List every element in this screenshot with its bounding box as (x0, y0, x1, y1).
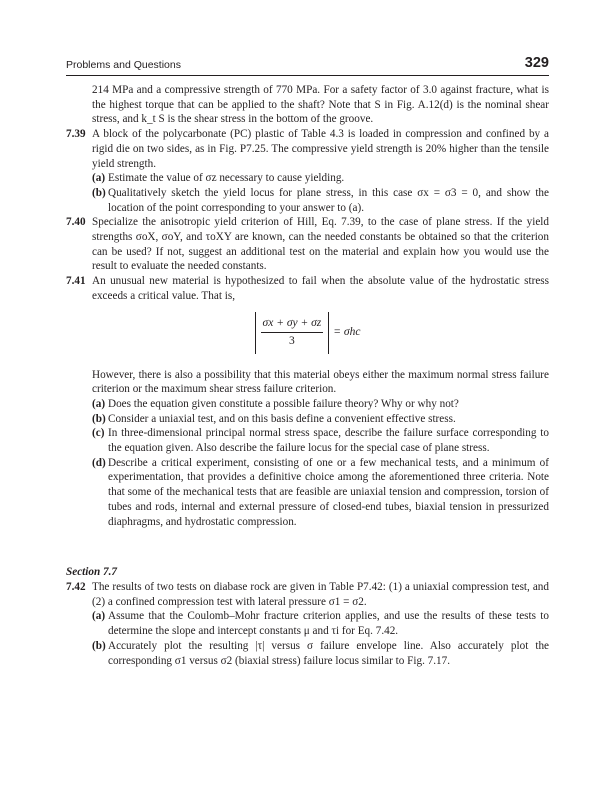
part-label: (d) (92, 456, 106, 469)
equation-denominator: 3 (289, 335, 295, 348)
part-label: (b) (92, 412, 106, 425)
part-text: In three-dimensional principal normal stress space, describe the failure surface corresponding to the equation given. Also describe the failure locus for the special case of plane stress. (108, 427, 549, 455)
problem-7-42-part-b (66, 639, 549, 668)
problem-7-41 (66, 274, 549, 303)
part-label: (b) (92, 186, 106, 199)
problem-number: 7.40 (66, 216, 86, 229)
continuation-text: However, there is also a possibility that this material obeys either the maximum normal stress failure criterion or the maximum shear stress failure criterion. (92, 368, 549, 396)
part-label: (b) (92, 639, 106, 652)
intro-text: 214 MPa and a compressive strength of 770 MPa. For a safety factor of 3.0 against fracture, what is the highest torque that can be applied to the shaft? Note that S in Fig. A.12(d) is the nominal shear stress, and k_t S is the shear stress in the bottom of the groove. (92, 84, 549, 126)
problem-7-39-part-a (66, 171, 549, 186)
running-head: Problems and Questions (66, 59, 181, 71)
problem-7-39-part-b (66, 186, 549, 215)
problem-7-41-part-c (66, 426, 549, 455)
page-body (66, 83, 549, 668)
problem-7-41-part-d (66, 456, 549, 530)
section-spacer (66, 529, 549, 565)
problem-7-42-part-a (66, 609, 549, 638)
problem-7-40 (66, 215, 549, 274)
problem-7-39 (66, 127, 549, 171)
part-label: (a) (92, 172, 106, 185)
part-text: Consider a uniaxial test, and on this basis define a convenient effective stress. (108, 412, 456, 425)
part-label: (a) (92, 610, 106, 623)
part-text: Does the equation given constitute a possible failure theory? Why or why not? (108, 397, 459, 410)
part-text: Qualitatively sketch the yield locus for plane stress, in this case σx = σ3 = 0, and show the location of the point corresponding to your answer to (a). (108, 186, 549, 214)
part-label: (a) (92, 397, 106, 410)
intro-paragraph (66, 83, 549, 127)
fraction (261, 316, 324, 348)
part-text: Describe a critical experiment, consisting of one or a few mechanical tests, and a minimum of experimentation, that provides a definitive choice among the aforementioned three criteria. Note that some of the mechanical tests that are feasible are uniaxial tension and compression, torsion of tubes and rods, internal and external pressure of closed-end tubes, biaxial tension in pressurized diaphragms, and hydrostatic compression. (108, 456, 549, 528)
problem-text: An unusual new material is hypothesized to fail when the absolute value of the hydrostatic stress exceeds a critical value. That is, (92, 275, 549, 302)
problem-7-41-continuation (66, 368, 549, 397)
problem-text: The results of two tests on diabase rock are given in Table P7.42: (1) a uniaxial compression test, and (2) a confined compression test with lateral pressure σ1 = σ2. (92, 580, 549, 608)
part-label: (c) (92, 427, 105, 440)
absolute-value-bars (255, 312, 330, 354)
problem-text: Specialize the anisotropic yield criterion of Hill, Eq. 7.39, to the case of plane stress. If the yield strengths σoX, σoY, and τoXY are known, can the needed constants be obtained so that the criterion can be used? If not, suggest an additional test on the material and explain how you would use the result to evaluate the needed constants. (92, 216, 549, 273)
part-text: Assume that the Coulomb–Mohr fracture criterion applies, and use the results of these tests to determine the slope and intercept constants μ and τi for Eq. 7.42. (108, 610, 549, 638)
problem-number: 7.39 (66, 128, 86, 141)
hydrostatic-equation (66, 308, 549, 358)
page-number: 329 (524, 55, 549, 71)
problem-number: 7.41 (66, 275, 86, 288)
problem-text: A block of the polycarbonate (PC) plastic of Table 4.3 is loaded in compression and confined by a rigid die on two sides, as in Fig. P7.25. The compressive yield strength is 20% higher than the tensile yield strength. (92, 128, 549, 170)
equation-numerator: σx + σy + σz (261, 316, 324, 333)
problem-7-41-part-b (66, 412, 549, 427)
part-text: Estimate the value of σz necessary to cause yielding. (108, 172, 345, 185)
page-header (66, 57, 549, 76)
problem-number: 7.42 (66, 580, 86, 593)
problem-7-41-part-a (66, 397, 549, 412)
part-text: Accurately plot the resulting |τ| versus σ failure envelope line. Also accurately plot the corresponding σ1 versus σ2 (biaxial stress) failure locus similar to Fig. 7.17. (108, 639, 549, 667)
section-heading: Section 7.7 (66, 566, 117, 579)
equation-rhs: = σhc (333, 326, 361, 339)
problem-7-42 (66, 580, 549, 609)
